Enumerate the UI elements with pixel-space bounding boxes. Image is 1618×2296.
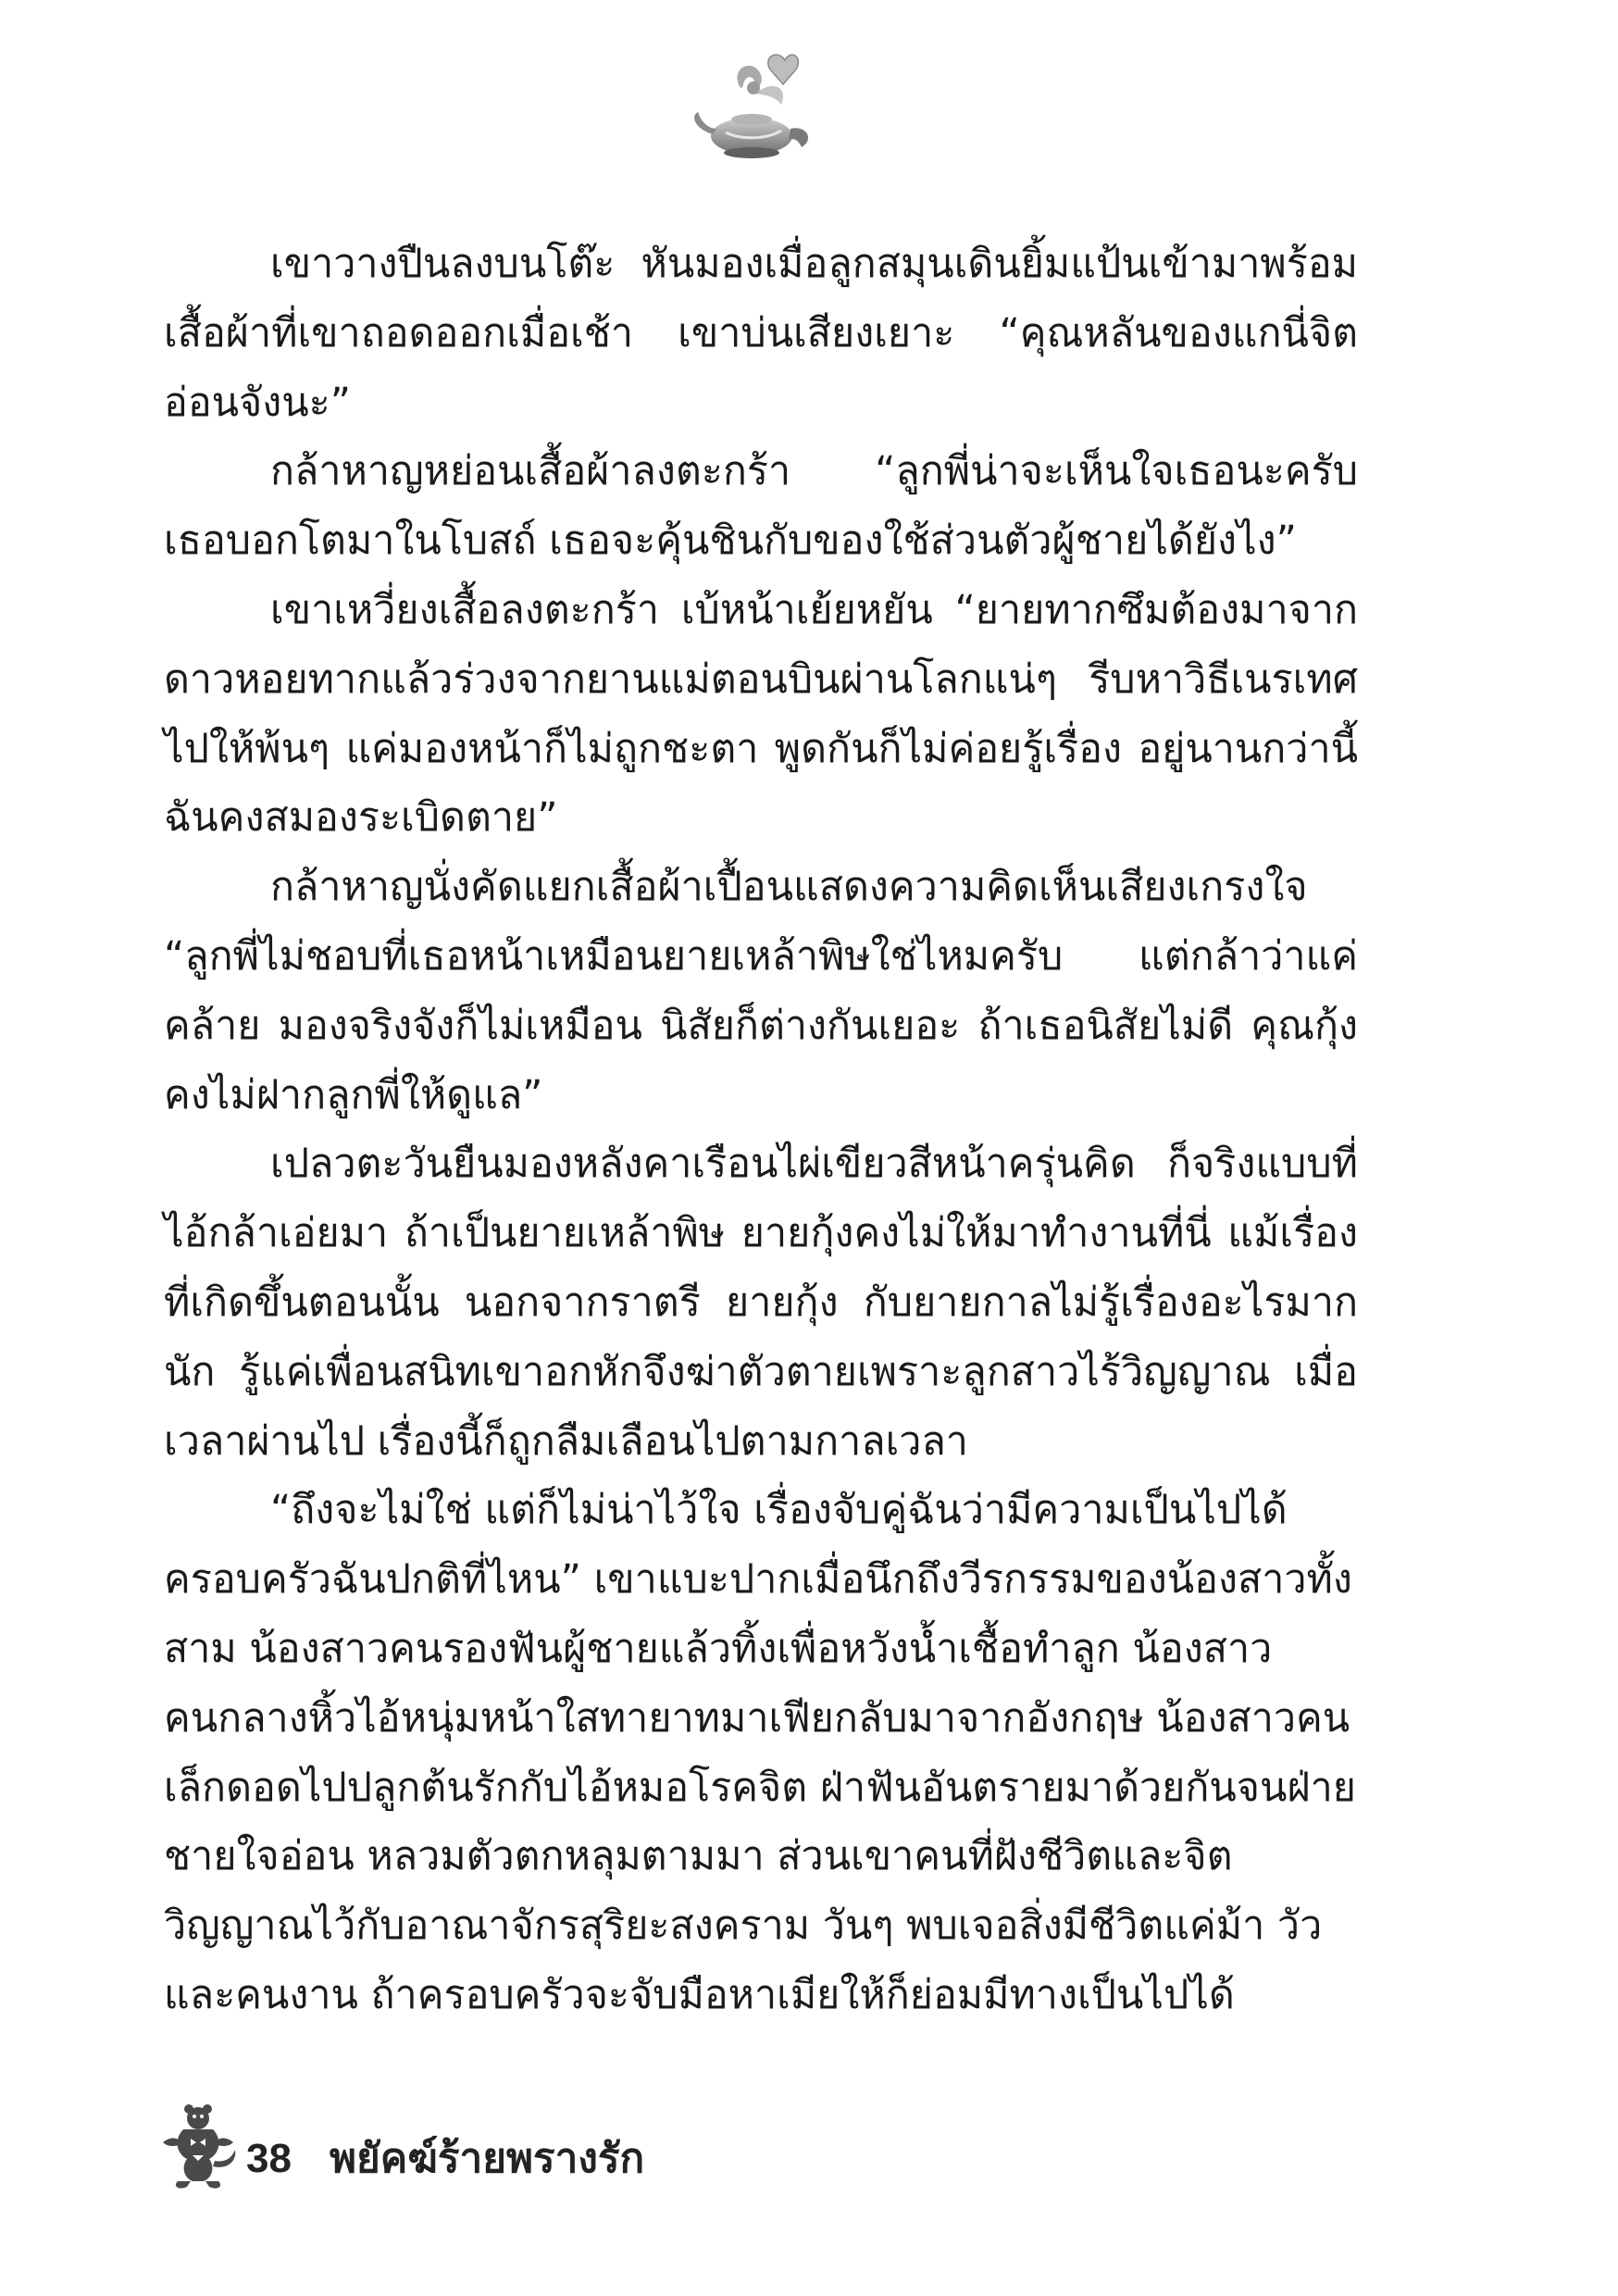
page-footer (156, 2102, 803, 2194)
page-number: 38 (246, 2136, 292, 2181)
paragraph: กล้าหาญหย่อนเสื้อผ้าลงตะกร้า “ลูกพี่น่าจะเห็นใจเธอนะครับ เธอบอกโตมาในโบสถ์ เธอจะคุ้นชินกับของใช้ส่วนตัวผู้ชายได้ยังไง” (164, 448, 1358, 565)
teapot-cupid-ornament-icon (685, 51, 824, 167)
body-text (164, 230, 1358, 2030)
tiger-ornament-icon (156, 2102, 241, 2190)
paragraph: เปลวตะวันยืนมองหลังคาเรือนไผ่เขียวสีหน้าครุ่นคิด ก็จริงแบบที่ไอ้กล้าเอ่ยมา ถ้าเป็นยายเหล้าพิษ ยายกุ้งคงไม่ให้มาทำงานที่นี่ แม้เรื่องที่เกิดขึ้นตอนนั้น นอกจากราตรี ยายกุ้ง กับยายกาลไม่รู้เรื่องอะไรมากนัก รู้แค่เพื่อนสนิทเขาอกหักจึงฆ่าตัวตายเพราะลูกสาวไร้วิญญาณ เมื่อเวลาผ่านไป เรื่องนี้ก็ถูกลืมเลือนไปตามกาลเวลา (164, 1141, 1358, 1465)
paragraph: “ถึงจะไม่ใช่ แต่ก็ไม่น่าไว้ใจ เรื่องจับคู่ฉันว่ามีความเป็นไปได้ ครอบครัวฉันปกติที่ไหน” เขาแบะปากเมื่อนึกถึงวีรกรรมของน้องสาวทั้งสาม น้องสาวคนรองฟันผู้ชายแล้วทิ้งเพื่อหวังน้ำเชื้อทำลูก น้องสาวคนกลางหิ้วไอ้หนุ่มหน้าใสทายาทมาเฟียกลับมาจากอังกฤษ น้องสาวคนเล็กดอดไปปลูกต้นรักกับไอ้หมอโรคจิต ฝ่าฟันอันตรายมาด้วยกันจนฝ่ายชายใจอ่อน หลวมตัวตกหลุมตามมา ส่วนเขาคนที่ฝังชีวิตและจิตวิญญาณไว้กับอาณาจักรสุริยะสงคราม วันๆ พบเจอสิ่งมีชีวิตแค่ม้า วัว และคนงาน ถ้าครอบครัวจะจับมือหาเมียให้ก็ย่อมมีทางเป็นไปได้ (164, 1487, 1356, 2018)
book-title: พยัคฆ์ร้ายพรางรัก (330, 2135, 645, 2182)
paragraph: เขาวางปืนลงบนโต๊ะ หันมองเมื่อลูกสมุนเดินยิ้มแป้นเข้ามาพร้อมเสื้อผ้าที่เขาถอดออกเมื่อเช้า เขาบ่นเสียงเยาะ “คุณหลันของแกนี่จิตอ่อนจังนะ” (164, 241, 1358, 426)
paragraph: กล้าหาญนั่งคัดแยกเสื้อผ้าเปื้อนแสดงความคิดเห็นเสียงเกรงใจ “ลูกพี่ไม่ชอบที่เธอหน้าเหมือนยายเหล้าพิษใช่ไหมครับ แต่กล้าว่าแค่คล้าย มองจริงจังก็ไม่เหมือน นิสัยก็ต่างกันเยอะ ถ้าเธอนิสัยไม่ดี คุณกุ้งคงไม่ฝากลูกพี่ให้ดูแล” (164, 864, 1358, 1118)
paragraph: เขาเหวี่ยงเสื้อลงตะกร้า เบ้หน้าเย้ยหยัน “ยายทากซึมต้องมาจากดาวหอยทากแล้วร่วงจากยานแม่ตอนบินผ่านโลกแน่ๆ รีบหาวิธีเนรเทศไปให้พ้นๆ แค่มองหน้าก็ไม่ถูกชะตา พูดกันก็ไม่ค่อยรู้เรื่อง อยู่นานกว่านี้ฉันคงสมองระเบิดตาย” (164, 586, 1358, 842)
